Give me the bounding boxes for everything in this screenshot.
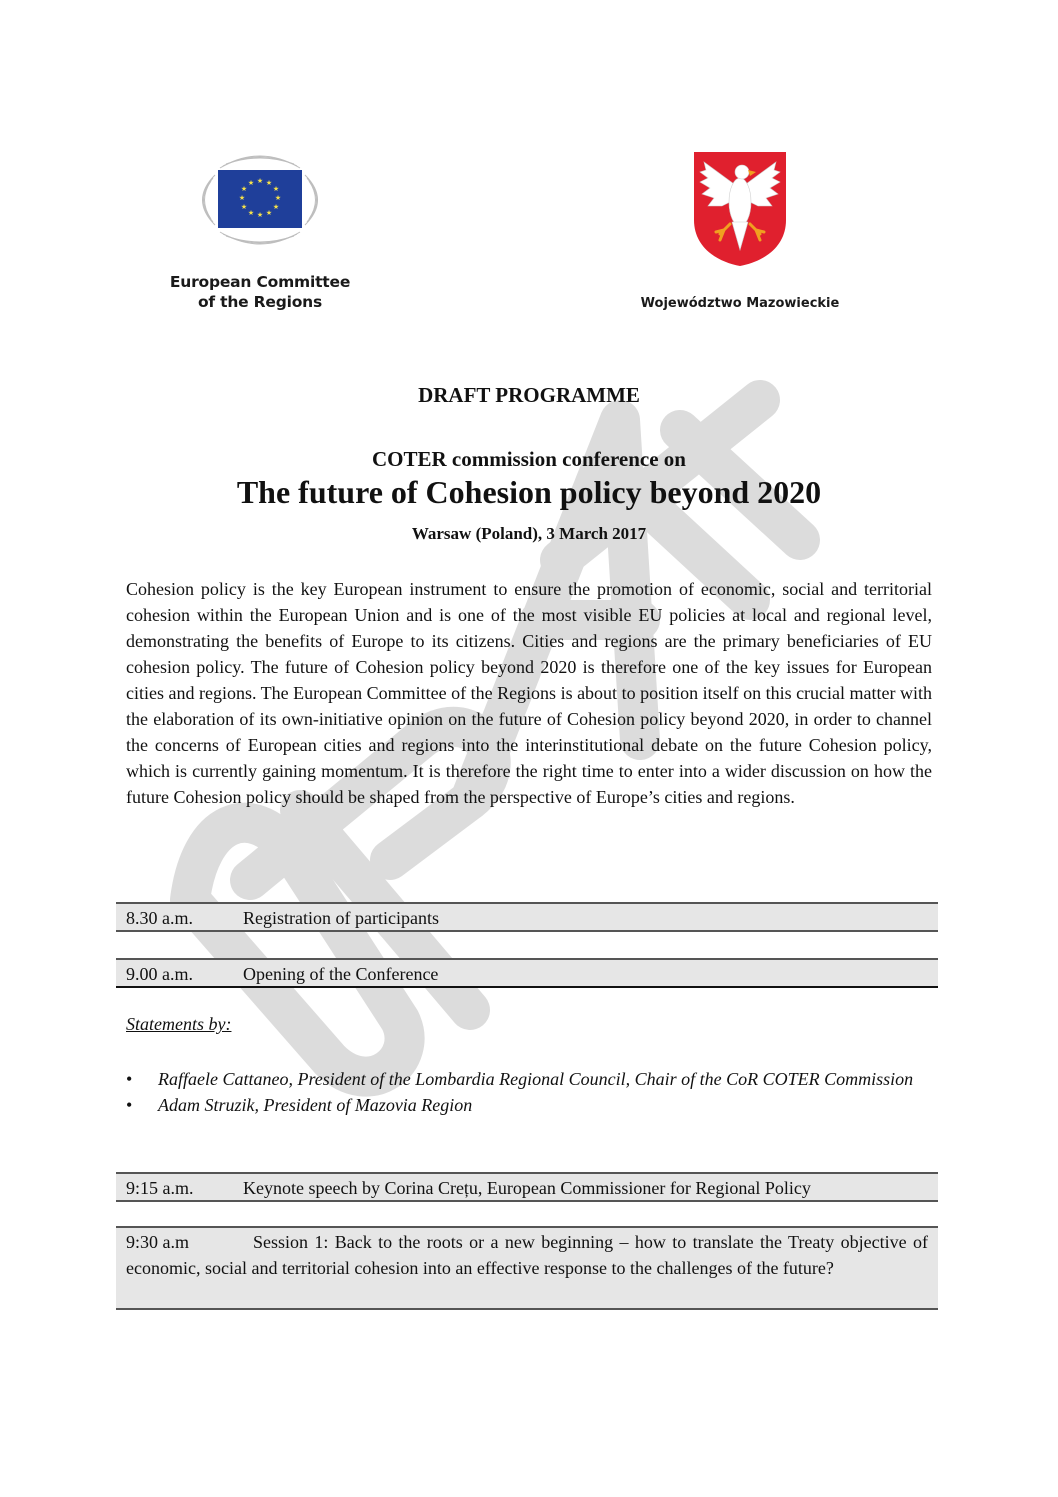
draft-programme-heading: DRAFT PROGRAMME: [418, 383, 640, 407]
speaker-item: [126, 1066, 932, 1092]
programme-row: [116, 902, 938, 932]
programme-time: 8.30 a.m.: [126, 908, 193, 928]
svg-text:★: ★: [247, 179, 255, 187]
speakers-list: [126, 1066, 932, 1118]
bullet-icon: •: [126, 1069, 133, 1089]
programme-description: Opening of the Conference: [243, 964, 439, 984]
programme-time: 9:15 a.m.: [126, 1178, 194, 1198]
conference-subtitle: COTER commission conference on: [371, 447, 686, 471]
svg-text:★: ★: [265, 209, 273, 217]
cor-logo-caption: [160, 272, 360, 312]
speaker-text: Adam Struzik, President of Mazovia Region: [158, 1095, 473, 1115]
intro-paragraph: Cohesion policy is the key European instrument to ensure the promotion of economic, social and territorial cohesion within the European Union and is one of the most visible EU policies at local and regional level, demonstrating the benefits of Europe to its citizens. Cities and regions are the primary beneficiaries of EU cohesion policy. The future of Cohesion policy beyond 2020 is therefore one of the key issues for European cities and regions. The European Committee of the Regions is about to position itself on this crucial matter with the elaboration of its own-initiative opinion on the future of Cohesion policy beyond 2020, in order to channel the concerns of European cities and regions into the interinstitutional debate on the future Cohesion policy, which is currently gaining momentum. It is therefore the right time to enter into a wider discussion on how the future Cohesion policy should be shaped from the perspective of Europe’s cities and regions.: [126, 579, 933, 807]
programme-row: [116, 958, 938, 988]
mazovia-logo-caption: Województwo Mazowieckie: [640, 296, 840, 311]
svg-text:★: ★: [256, 211, 264, 219]
programme-row: [116, 1172, 938, 1202]
programme-row: [116, 1226, 938, 1310]
programme-time: 9:30 a.m: [126, 1232, 189, 1252]
watermark-letter-d: [190, 823, 405, 1077]
statements-label: Statements by:: [126, 1014, 232, 1034]
speaker-text: Raffaele Cattaneo, President of the Lombardia Regional Council, Chair of the CoR COTER Commission: [158, 1069, 914, 1089]
svg-text:★: ★: [272, 203, 280, 211]
mazovia-coat-of-arms-icon: [690, 150, 790, 268]
conference-title: The future of Cohesion policy beyond 2020: [236, 474, 822, 510]
svg-text:★: ★: [238, 194, 246, 202]
svg-text:★: ★: [272, 185, 280, 193]
programme-description: Registration of participants: [243, 908, 439, 928]
svg-text:★: ★: [247, 209, 255, 217]
mazovia-logo: [620, 150, 860, 311]
cor-logo: [160, 150, 360, 312]
svg-text:★: ★: [240, 185, 248, 193]
eu-flag-emblem-icon: [185, 150, 335, 250]
svg-text:★: ★: [274, 194, 282, 202]
speaker-item: [126, 1092, 932, 1118]
svg-text:★: ★: [256, 177, 264, 185]
svg-text:★: ★: [240, 203, 248, 211]
svg-text:★: ★: [265, 179, 273, 187]
cor-caption-line2: of the Regions: [197, 293, 323, 311]
programme-time: 9.00 a.m.: [126, 964, 193, 984]
place-date: Warsaw (Poland), 3 March 2017: [411, 524, 647, 543]
cor-caption-line1: European Committee: [169, 273, 351, 291]
programme-description: Session 1: Back to the roots or a new beginning – how to translate the Treaty objective of economic, social and territorial cohesion into an effective response to the challenges of the future?: [126, 1232, 928, 1278]
programme-description: Keynote speech by Corina Crețu, European Commissioner for Regional Policy: [243, 1178, 811, 1198]
bullet-icon: •: [126, 1095, 133, 1115]
